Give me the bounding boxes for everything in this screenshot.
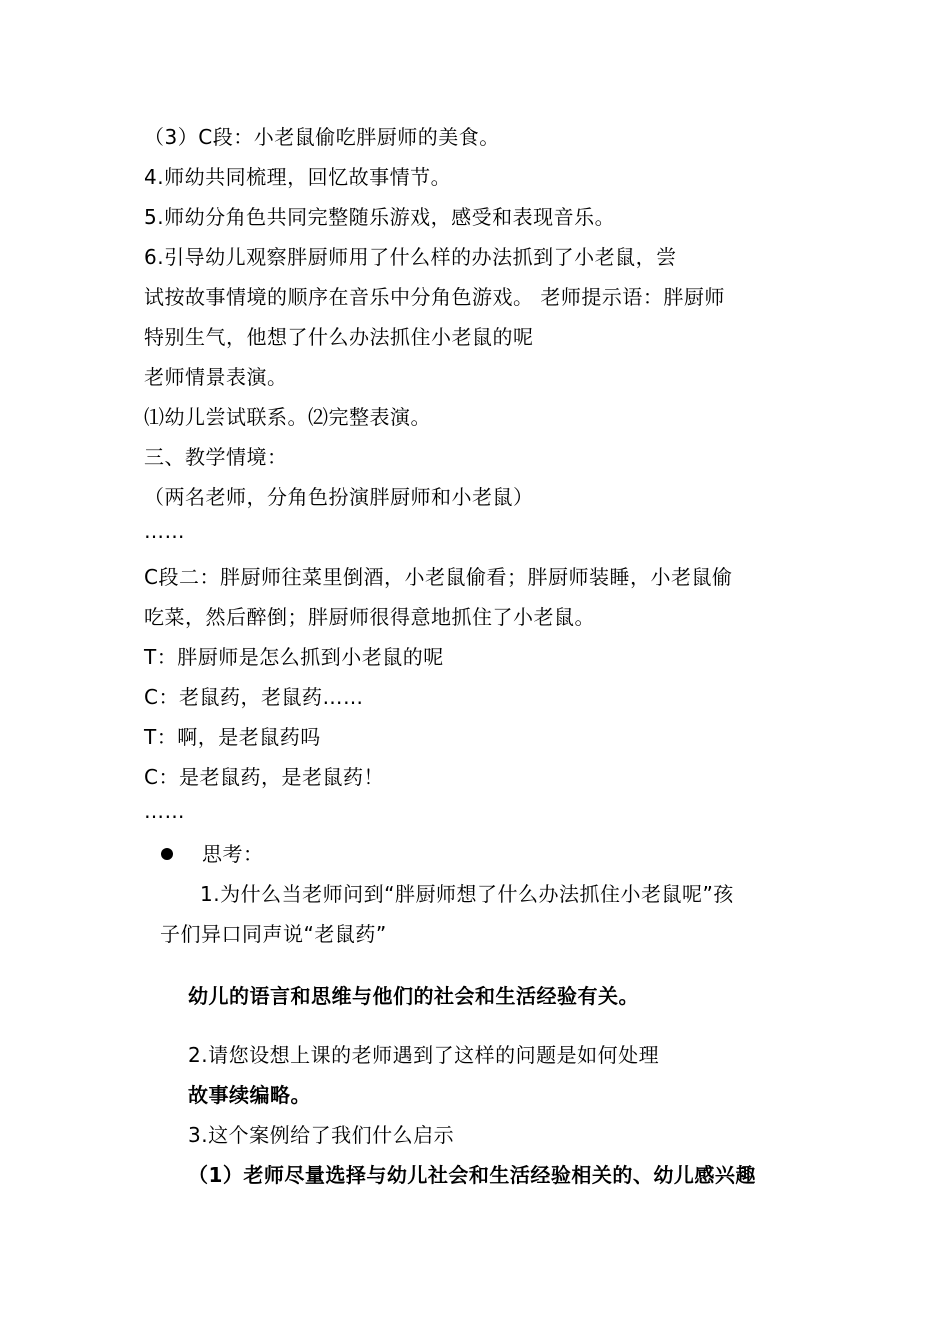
dialogue-t-1: T：胖厨师是怎么抓到小老鼠的呢 <box>144 645 444 669</box>
teacher-performance-line: 老师情景表演。 <box>144 365 288 389</box>
question-2: 2.请您设想上课的老师遇到了这样的问题是如何处理 <box>188 1043 660 1067</box>
bullet-icon <box>161 848 173 860</box>
dialogue-t-2: T：啊，是老鼠药吗 <box>144 725 321 749</box>
ellipsis-2: …… <box>144 799 185 823</box>
practice-line: ⑴幼儿尝试联系。⑵完整表演。 <box>144 405 431 429</box>
section-3-heading: 三、教学情境： <box>144 445 288 469</box>
question-1-line-1: 1.为什么当老师问到“胖厨师想了什么办法抓住小老鼠呢”孩 <box>200 882 734 906</box>
section-c2-line-2: 吃菜，然后醉倒；胖厨师很得意地抓住了小老鼠。 <box>144 605 595 629</box>
question-3: 3.这个案例给了我们什么启示 <box>188 1123 455 1147</box>
dialogue-c-1: C：老鼠药，老鼠药…… <box>144 685 364 709</box>
question-1-line-2: 子们异口同声说“老鼠药” <box>160 922 387 946</box>
section-c2-line-1: C段二：胖厨师往菜里倒酒，小老鼠偷看；胖厨师装睡，小老鼠偷 <box>144 565 733 589</box>
roles-line: （两名老师，分角色扮演胖厨师和小老鼠） <box>144 485 534 509</box>
step-6-line-2: 试按故事情境的顺序在音乐中分角色游戏。 老师提示语：胖厨师 <box>144 285 725 309</box>
thinking-heading: 思考： <box>202 842 264 866</box>
step-5-line: 5.师幼分角色共同完整随乐游戏，感受和表现音乐。 <box>144 205 616 229</box>
step-6-line-1: 6.引导幼儿观察胖厨师用了什么样的办法抓到了小老鼠，尝 <box>144 245 677 269</box>
step-6-line-3: 特别生气，他想了什么办法抓住小老鼠的呢 <box>144 325 534 349</box>
step-4-line: 4.师幼共同梳理，回忆故事情节。 <box>144 165 452 189</box>
answer-2: 故事续编略。 <box>188 1083 311 1107</box>
section-c-line: （3）C段：小老鼠偷吃胖厨师的美食。 <box>144 125 500 149</box>
answer-1: 幼儿的语言和思维与他们的社会和生活经验有关。 <box>188 984 639 1008</box>
answer-3-item-1: （1）老师尽量选择与幼儿社会和生活经验相关的、幼儿感兴趣 <box>188 1163 756 1187</box>
ellipsis-1: …… <box>144 519 185 543</box>
dialogue-c-2: C：是老鼠药，是老鼠药！ <box>144 765 384 789</box>
